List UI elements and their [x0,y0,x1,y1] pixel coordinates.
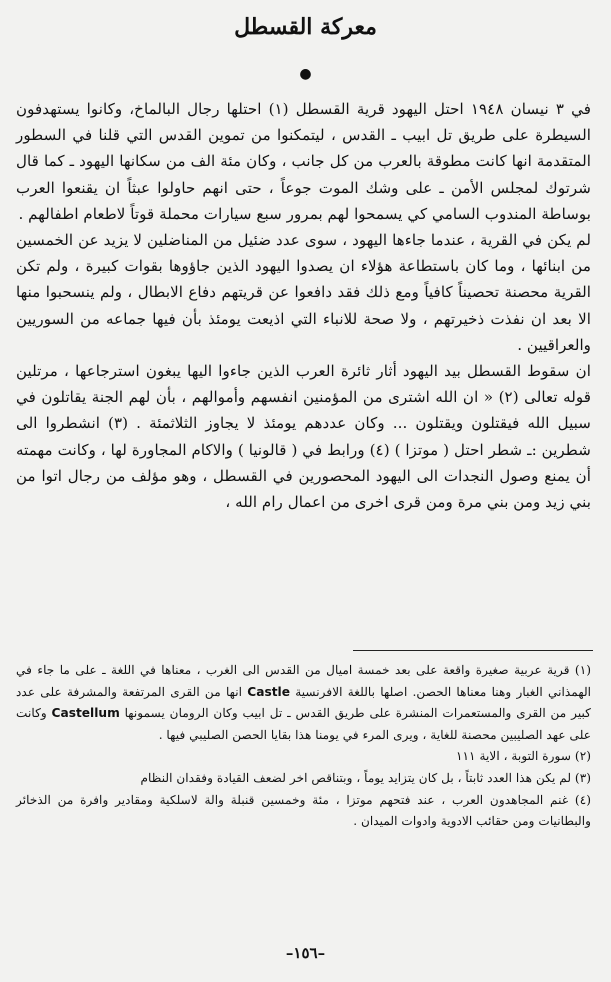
footnote-divider [353,650,593,651]
footnote-1-text-c: وكانت على عهد الصليبين محصنة للغاية ، ويرى المرء في يومنا هذا بقايا الحصن الصليبي فيها . [16,706,591,742]
body-text [16,96,591,515]
paragraph-1: في ٣ نيسان ١٩٤٨ احتل اليهود قرية القسطل (١) احتلها رجال البالماخ، وكانوا يستهدفون السيطرة على طريق تل ابيب ـ القدس ، ليتمكنوا من تموين القدس التي قلنا في السطور المتقدمة انها كانت مطوقة بالعرب من كل جانب ، وكان مئة الف من سكانها اليهود ـ كما قال شرتوك لمجلس الأمن ـ على وشك الموت جوعاً ، حتى انهم حاولوا عبثاً ان يقنعوا العرب بوساطة المندوب السامي كي يسمحوا لهم بمرور سبع سيارات محملة قوتاً لاطعام اطفالهم . [16,100,591,223]
footnote-1-text-b: انها من القرى المرتفعة والمشرفة على عدد كبير من القرى والمستعمرات المنشرة على طريق القدس ـ تل ابيب وكان الرومان يسمونها [16,684,591,721]
footnote-1 [16,660,591,746]
footnote-1-latin-castellum: Castellum [51,706,120,721]
ornament-dot: ● [299,66,312,82]
footnote-4: (٤) غنم المجاهدون العرب ، عند فتحهم موتزا ، مئة وخمسين قنبلة والة لاسلكية ومقادير وافرة من الذخائر والبطانيات ومن حقائب الادوية وادوات الميدان . [16,792,591,829]
footnotes [16,660,591,833]
footnote-1-text-a: (١) قرية عربية صغيرة واقعة على بعد خمسة اميال من القدس الى الغرب ، معناها في اللغة ـ على ما جاء في الهمذاني الغبار وهنا معناها الحصن. اصلها باللغة الافرنسية [16,663,592,699]
page-number: –١٥٦– [285,944,326,962]
paragraph-3: ان سقوط القسطل بيد اليهود أثار ثائرة العرب الذين جاءوا اليها يبغون استرجاعها ، مرتلين قوله تعالى (٢) « ان الله اشترى من المؤمنين انفسهم وأموالهم ، بأن لهم الجنة يقاتلون في سبيل الله فيقتلون ويقتلون ... وكان عددهم يومئذ لا يجاوز الثلاثمئة . (٣) انشطروا الى شطرين :ـ شطر احتل ( موتزا ) (٤) ورابط في ( قالونيا ) والاكام المجاورة لها ، وكانت مهمته أن يمنع وصول النجدات الى اليهود المحصورين في القسطل ، وهو مؤلف من رجال اتوا من بني زيد ومن بني مرة ومن قرى اخرى من اعمال رام الله ، [16,362,591,512]
footnote-2: (٢) سورة التوبة ، الاية ١١١ [455,749,591,764]
footnote-3: (٣) لم يكن هذا العدد ثابتاً ، بل كان يتزايد يوماً ، وبتناقص اخر لضعف القيادة وفقدان النظام [140,770,591,785]
paragraph-2: لم يكن في القرية ، عندما جاءها اليهود ، سوى عدد ضئيل من المناضلين لا يزيد عن الخمسين من ابنائها ، وما كان باستطاعة هؤلاء ان يصدوا اليهود الذين جاؤوها بقوات كبيرة ، ولم تكن القرية محصنة تحصيناً كافياً ومع ذلك فقد دافعوا عن قريتهم دفاع الابطال ، ولم ينسحبوا منها الا بعد ان نفذت ذخيرتهم ، ولا صحة للانباء التي اذيعت يومئذ بأن فيها جماعه من السوريين والعراقيين . [16,231,591,354]
footnote-1-latin-castle: Castle [247,684,290,699]
page-title: معركة القسطل [234,14,377,40]
